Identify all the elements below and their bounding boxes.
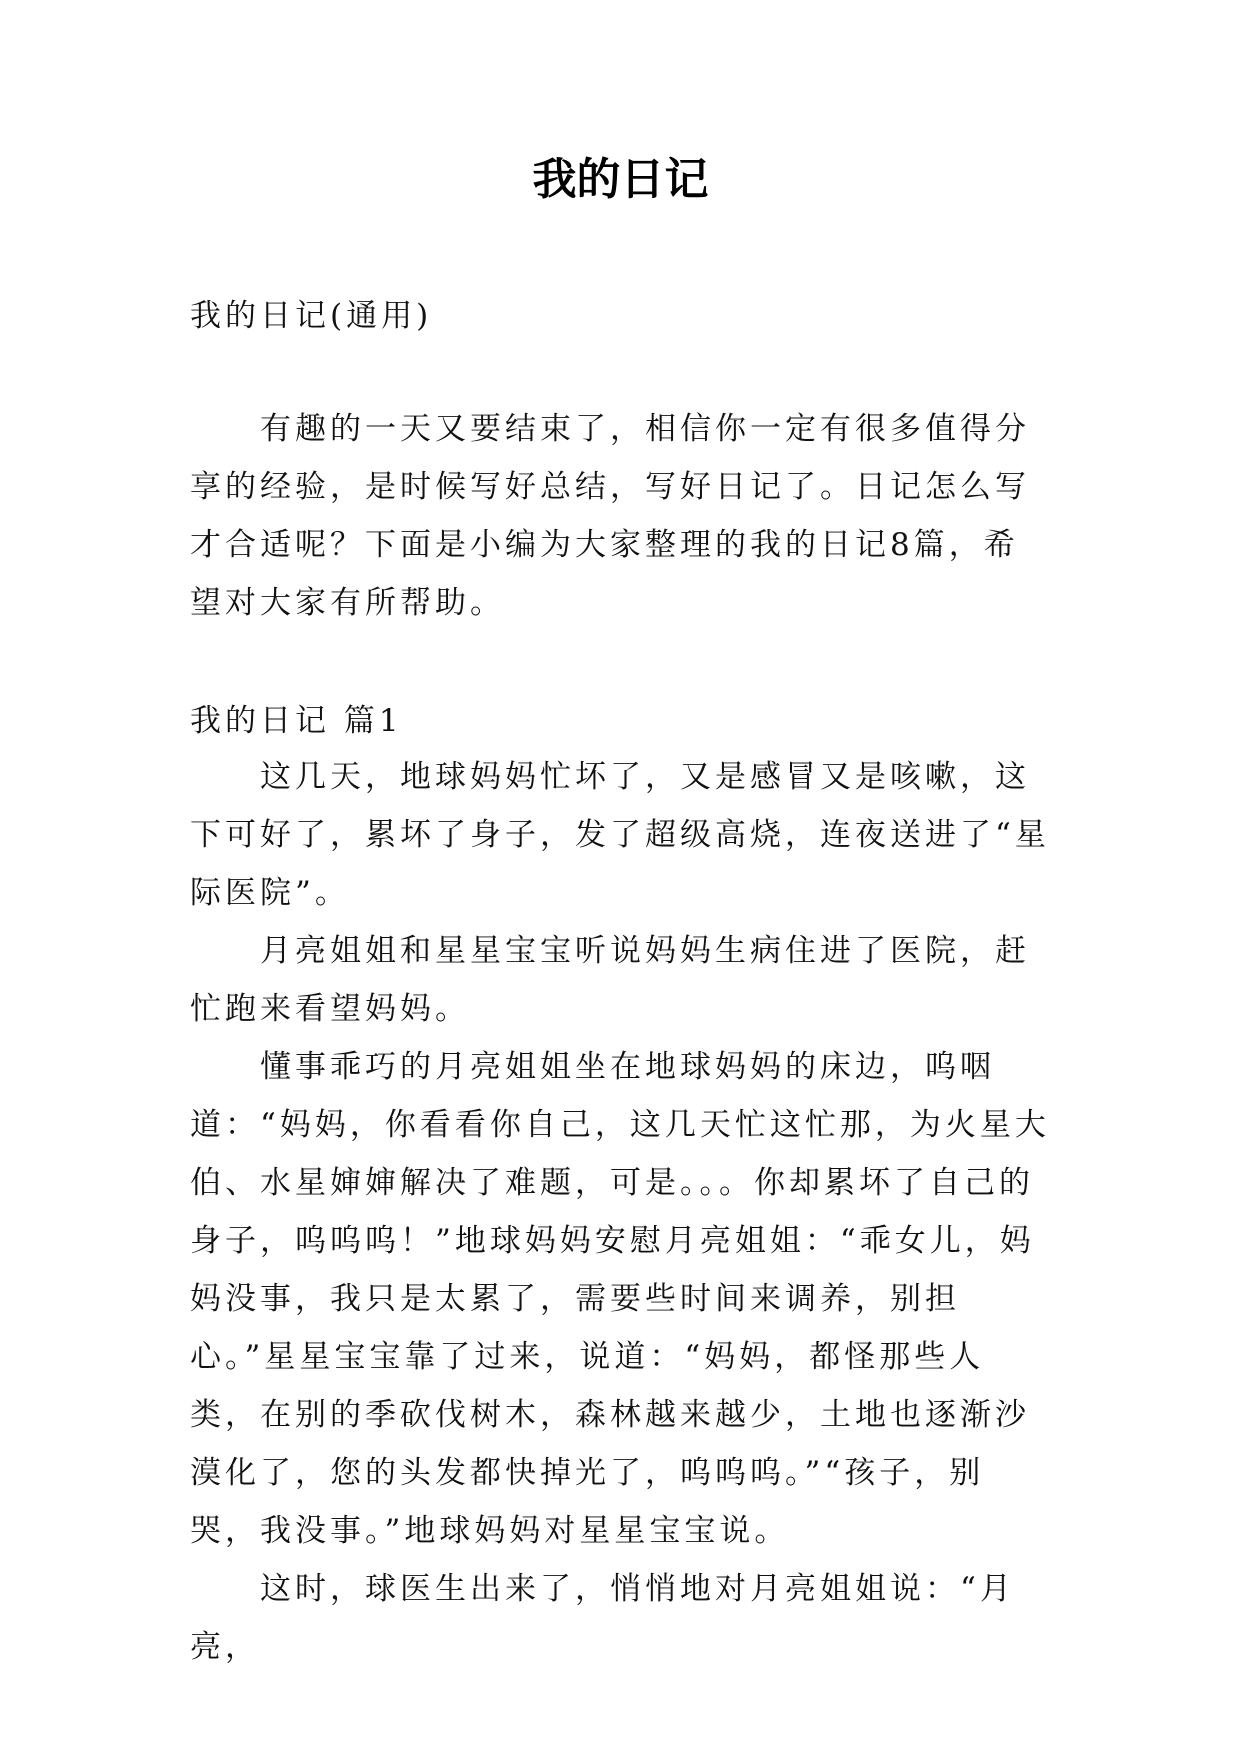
diary-body: [190, 748, 1052, 1676]
document-subtitle: 我的日记(通用): [190, 298, 433, 334]
diary-paragraph: 这几天，地球妈妈忙坏了，又是感冒又是咳嗽，这下可好了，累坏了身子，发了超级高烧，连夜送进了“星际医院”。: [190, 759, 1050, 911]
diary-paragraph: 月亮姐姐和星星宝宝听说妈妈生病住进了医院，赶忙跑来看望妈妈。: [190, 933, 1030, 1027]
intro-paragraph: 有趣的一天又要结束了，相信你一定有很多值得分享的经验，是时候写好总结，写好日记了。日记怎么写才合适呢？下面是小编为大家整理的我的日记8篇，希望对大家有所帮助。: [190, 411, 1030, 621]
section-heading: 我的日记 篇1: [190, 703, 403, 739]
document-title: 我的日记: [532, 154, 709, 205]
diary-paragraph: 这时，球医生出来了，悄悄地对月亮姐姐说：“月亮，: [190, 1571, 1015, 1665]
diary-paragraph: 懂事乖巧的月亮姐姐坐在地球妈妈的床边，呜咽道：“妈妈，你看看你自己，这几天忙这忙那，为火星大伯、水星婶婶解决了难题，可是。。。你却累坏了自己的身子，呜呜呜！”地球妈妈安慰月亮姐姐：“乖女儿，妈妈没事，我只是太累了，需要些时间来调养，别担心。”星星宝宝靠了过来，说道：“妈妈，都怪那些人类，在别的季砍伐树木，森林越来越少，土地也逐渐沙漠化了，您的头发都快掉光了，呜呜呜。”“孩子，别哭，我没事。”地球妈妈对星星宝宝说。: [190, 1049, 1050, 1549]
